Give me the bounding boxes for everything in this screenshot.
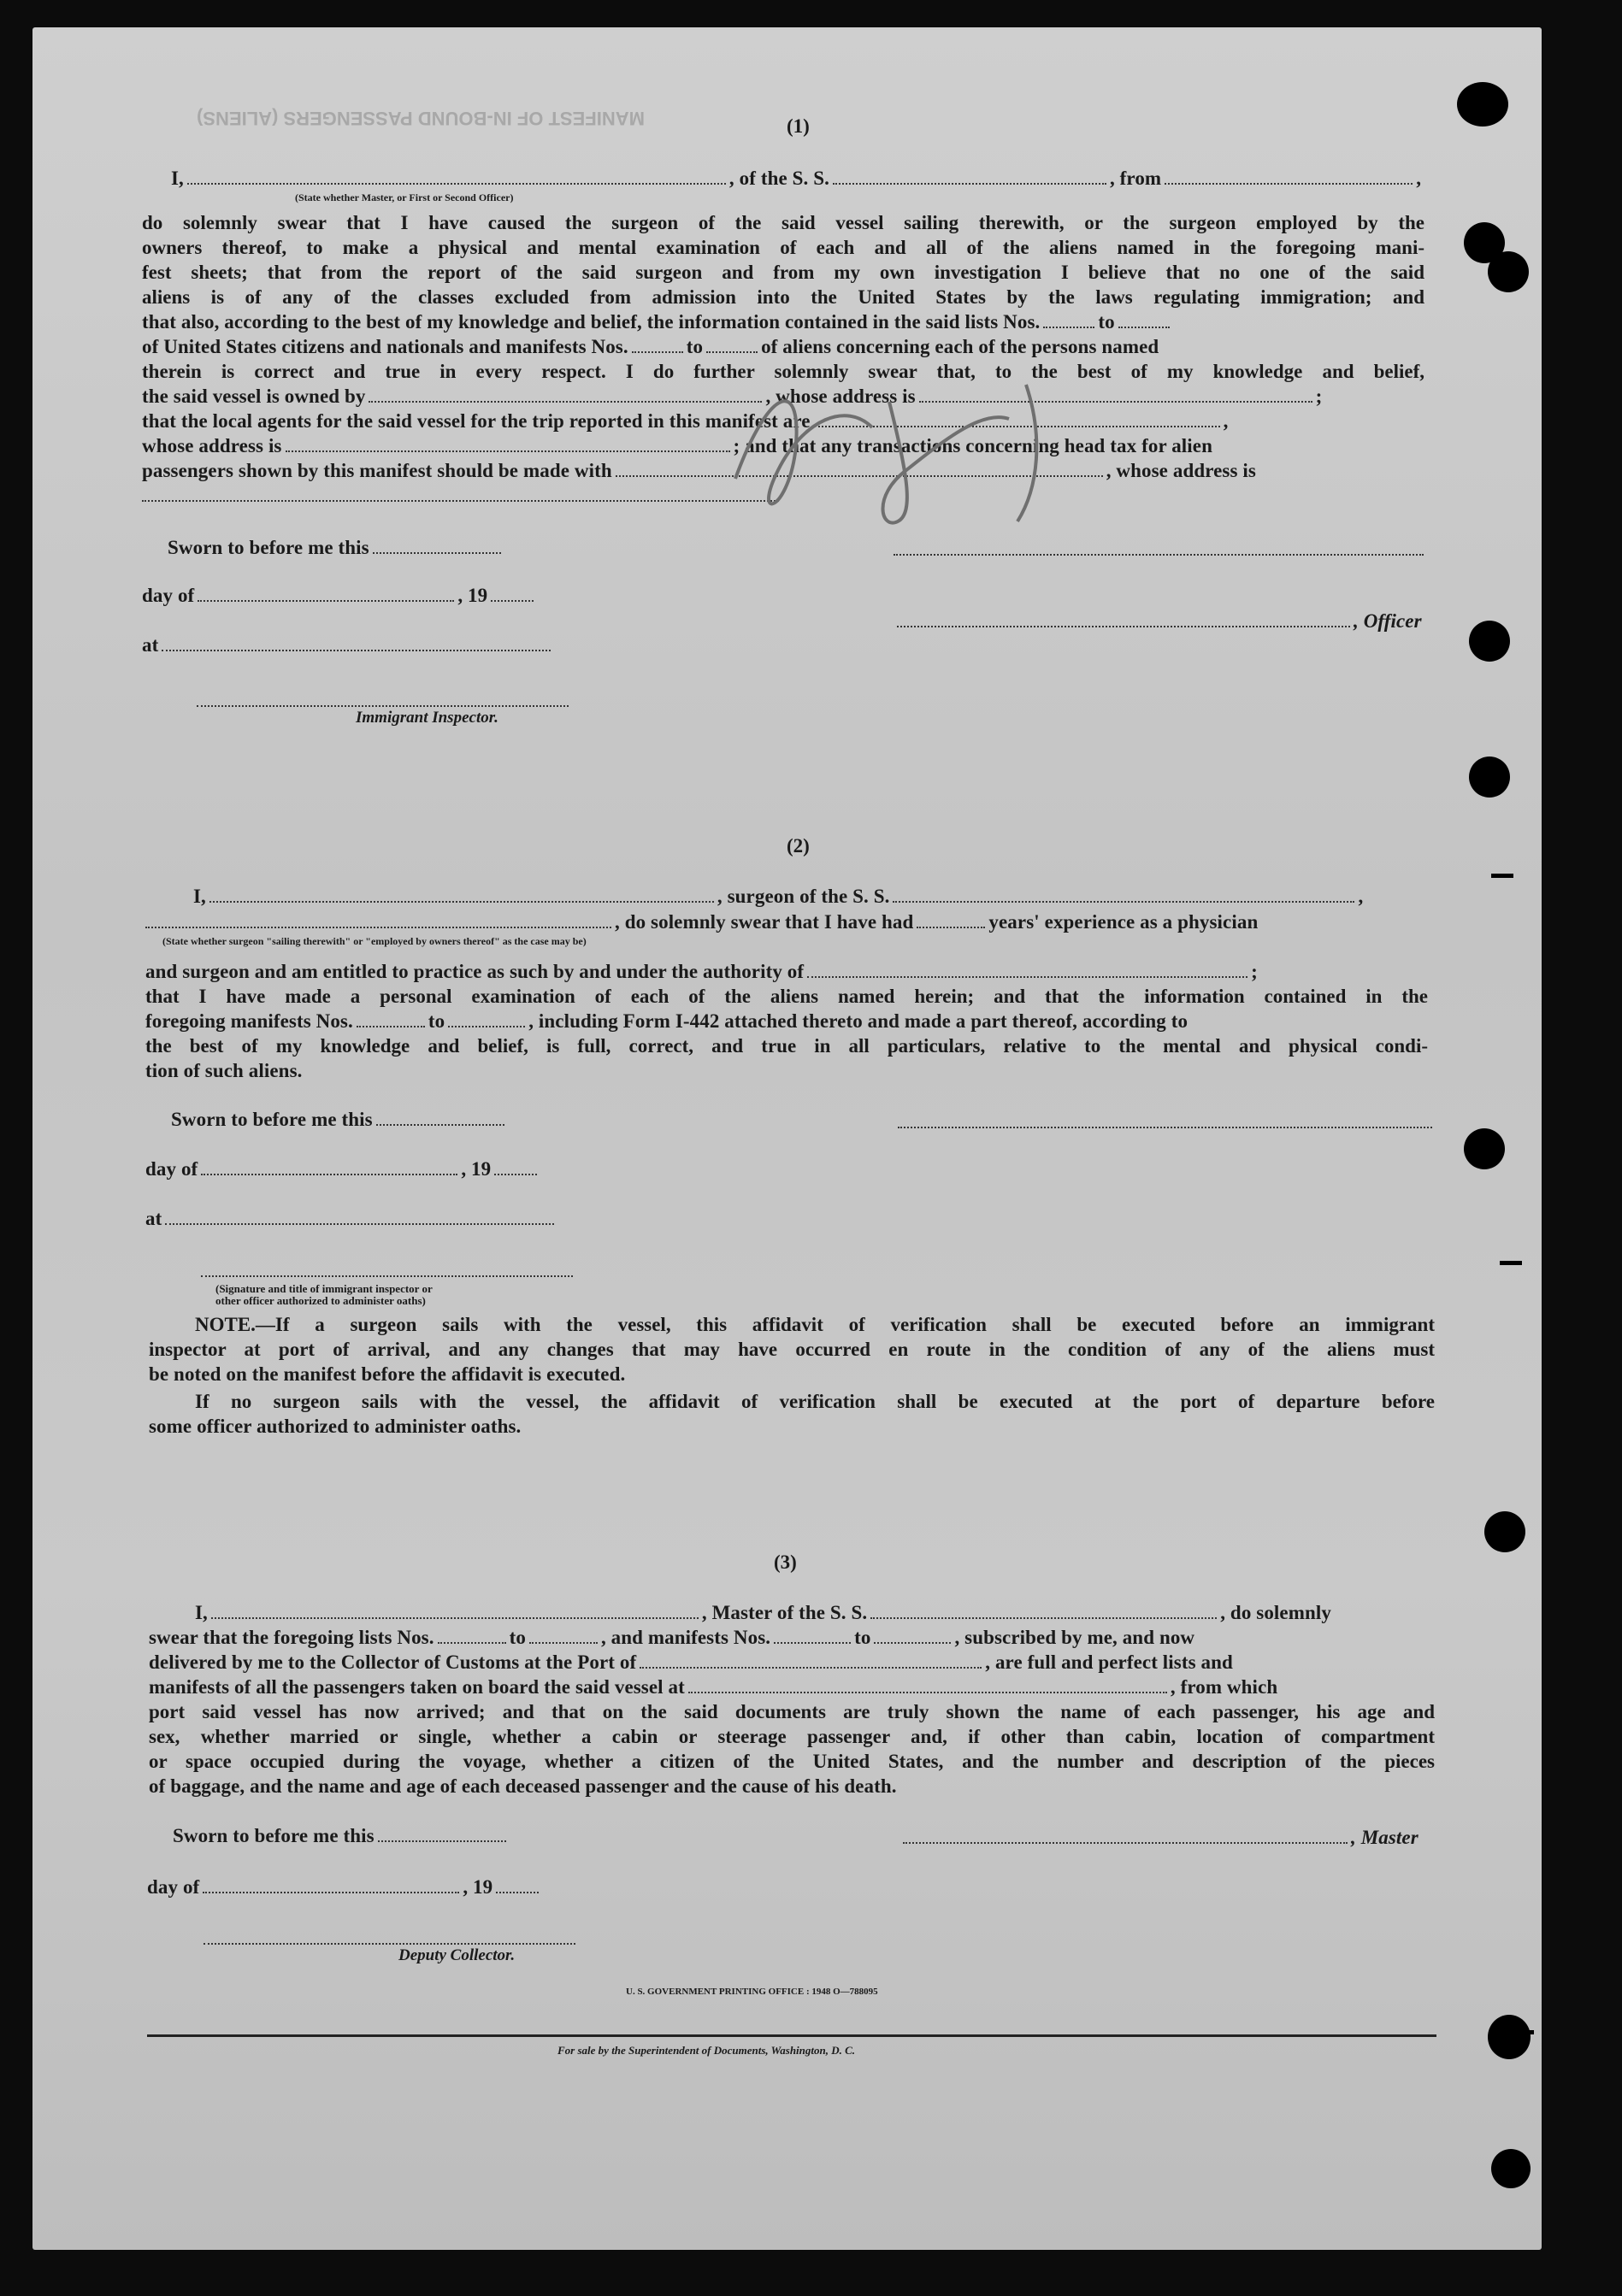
footer-rule — [147, 2034, 1436, 2037]
signature-note-2: other officer authorized to administer oaths) — [215, 1294, 426, 1307]
signature-note-1: (Signature and title of immigrant inspector or — [215, 1282, 433, 1295]
text: day of — [142, 585, 195, 606]
text: , are full and perfect lists and — [985, 1651, 1233, 1673]
section1-title-note: (State whether Master, or First or Second Officer) — [295, 191, 514, 203]
text: ; — [1251, 961, 1258, 982]
master-manifests-to-field[interactable] — [874, 1630, 951, 1644]
section3-sworn — [173, 1825, 510, 1847]
section2-para-line: the best of my knowledge and belief, is full, correct, and true in all particulars, relative to the mental and physical condi- — [145, 1035, 1428, 1057]
text: to — [854, 1627, 871, 1648]
binder-hole-icon — [1469, 757, 1510, 798]
text: , from — [1109, 168, 1162, 189]
text: Sworn to before me this — [171, 1109, 373, 1130]
master-sworn-month-field[interactable] — [203, 1880, 459, 1893]
officer-signature-line[interactable] — [894, 554, 1424, 556]
text: to — [509, 1627, 526, 1648]
binder-hole-icon — [1488, 2015, 1531, 2059]
head-tax-address-field[interactable] — [142, 500, 779, 502]
section3-para-line: or space occupied during the voyage, whether a citizen of the United States, and the number and description of the pieces — [149, 1751, 1435, 1772]
text: to — [686, 336, 704, 357]
text: Sworn to before me this — [168, 537, 369, 558]
text: passengers shown by this manifest should be made with — [142, 460, 612, 481]
section2-para-line: tion of such aliens. — [145, 1060, 303, 1081]
text: , do solemnly — [1220, 1602, 1331, 1623]
section1-line1 — [171, 168, 1421, 190]
vessel-name-field[interactable] — [833, 171, 1106, 185]
text: Sworn to before me this — [173, 1825, 375, 1846]
text: I, — [171, 168, 184, 189]
text: , surgeon of the S. S. — [717, 886, 890, 907]
master-signature-line[interactable] — [903, 1830, 1348, 1844]
section2-line1 — [193, 886, 1363, 908]
agents-address-field[interactable] — [286, 439, 730, 452]
sworn-day-field[interactable] — [373, 540, 501, 554]
section1-dayof — [142, 585, 537, 607]
note-line: NOTE.—If a surgeon sails with the vessel, this affidavit of verification shall be executed before an immigrant — [195, 1314, 1435, 1335]
master-name-field[interactable] — [187, 171, 726, 185]
text: , including Form I-442 attached thereto and made a part thereof, according to — [528, 1010, 1188, 1032]
text: I, — [193, 886, 206, 907]
surgeon-status-field[interactable] — [145, 915, 611, 928]
text: to — [428, 1010, 445, 1032]
text: that also, according to the best of my knowledge and belief, the information contained in the said lists Nos. — [142, 311, 1041, 333]
master-lists-from-field[interactable] — [438, 1630, 506, 1644]
surgeon-sworn-place-field[interactable] — [165, 1211, 554, 1225]
text: , subscribed by me, and now — [954, 1627, 1195, 1648]
lists-from-field[interactable] — [1043, 315, 1094, 328]
section1-number: (1) — [787, 115, 810, 137]
section2-at — [145, 1208, 557, 1230]
section1-para-line: therein is correct and true in every respect. I do further solemnly swear that, to the best of my knowledge and belief, — [142, 361, 1424, 382]
handwritten-signature-icon — [701, 350, 1129, 539]
text: , Master — [1351, 1827, 1419, 1848]
text: , and manifests Nos. — [600, 1627, 771, 1648]
binder-hole-icon — [1484, 1511, 1525, 1552]
text: , of the S. S. — [728, 168, 829, 189]
section2-para-line — [145, 1010, 1188, 1033]
text: , Master of the S. S. — [701, 1602, 868, 1623]
section2-dayof — [145, 1158, 540, 1180]
administering-officer-signature-line[interactable] — [201, 1275, 573, 1277]
section3-para-line: port said vessel has now arrived; and that on the said documents are truly shown the name of each passenger, his age and — [149, 1701, 1435, 1722]
for-sale-notice: For sale by the Superintendent of Documents, Washington, D. C. — [557, 2044, 856, 2057]
surgeon-signature-line[interactable] — [898, 1127, 1432, 1128]
surgeon-sworn-day-field[interactable] — [376, 1112, 504, 1126]
deputy-collector-signature-line[interactable] — [203, 1943, 575, 1945]
officer-title-field[interactable] — [897, 614, 1350, 627]
inspector-signature-line[interactable] — [197, 705, 569, 707]
text: manifests of all the passengers taken on board the said vessel at — [149, 1676, 685, 1698]
deputy-collector-caption: Deputy Collector. — [398, 1946, 516, 1964]
section1-para-line — [142, 311, 1173, 333]
binder-hole-icon — [1464, 1128, 1505, 1169]
section3-line1 — [195, 1602, 1331, 1624]
section2-sworn — [171, 1109, 508, 1131]
section3-para-line: of baggage, and the name and age of each deceased passenger and the cause of his death. — [149, 1775, 897, 1797]
text: at — [142, 634, 159, 656]
text: , do solemnly swear that I have had — [615, 911, 914, 933]
binder-hole-icon — [1469, 621, 1510, 662]
note-line: some officer authorized to administer oaths. — [149, 1416, 522, 1437]
section1-para-line: fest sheets; that from the report of the said surgeon and from my own investigation I believe that no one of the said — [142, 262, 1424, 283]
master-sworn-day-field[interactable] — [378, 1828, 506, 1842]
text: , whose address is — [765, 386, 916, 407]
surgeon-sworn-year-field[interactable] — [494, 1162, 537, 1175]
text: swear that the foregoing lists Nos. — [149, 1627, 434, 1648]
surgeon-name-field[interactable] — [209, 889, 714, 903]
note-line: If no surgeon sails with the vessel, the affidavit of verification shall be executed at the port of departure before — [195, 1391, 1435, 1412]
sworn-month-field[interactable] — [198, 588, 454, 602]
surgeon-vessel-field[interactable] — [893, 889, 1354, 903]
section1-sworn — [168, 537, 504, 559]
text: delivered by me to the Collector of Customs at the Port of — [149, 1651, 637, 1673]
section1-para-line: owners thereof, to make a physical and mental examination of each and all of the aliens named in the foregoing mani- — [142, 237, 1424, 258]
text: day of — [147, 1876, 200, 1898]
text: of United States citizens and nationals and manifests Nos. — [142, 336, 628, 357]
section2-para-line — [145, 961, 1258, 983]
master-sworn-year-field[interactable] — [496, 1880, 539, 1893]
manifests-from-field[interactable] — [632, 339, 683, 353]
port-from-field[interactable] — [1165, 171, 1413, 185]
text: ; — [1315, 386, 1323, 407]
section2-number: (2) — [787, 835, 810, 857]
section3-para-line — [149, 1651, 1233, 1674]
text: of aliens concerning each of the persons named — [761, 336, 1159, 357]
text: day of — [145, 1158, 198, 1180]
sworn-year-field[interactable] — [491, 588, 534, 602]
binder-hole-icon — [1457, 82, 1508, 127]
text: ; and that any transactions concerning head tax for alien — [733, 435, 1212, 456]
section2-title-note: (State whether surgeon "sailing therewith" or "employed by owners thereof" as the case may be) — [162, 935, 587, 947]
master-signature-row — [899, 1827, 1419, 1849]
binder-hole-icon — [1491, 2149, 1531, 2188]
binder-tab-icon — [1491, 874, 1513, 878]
section1-at — [142, 634, 554, 656]
binder-tab-icon — [1508, 2030, 1534, 2034]
text: , from which — [1170, 1676, 1278, 1698]
text: , — [1358, 886, 1364, 907]
section3-para-line — [149, 1627, 1194, 1649]
text: , Officer — [1354, 610, 1422, 632]
master-vessel-field[interactable] — [870, 1605, 1217, 1619]
master-lists-to-field[interactable] — [529, 1630, 598, 1644]
text: years' experience as a physician — [988, 911, 1259, 933]
binder-tab-icon — [1500, 1261, 1522, 1265]
customs-port-field[interactable] — [640, 1655, 982, 1669]
lists-to-field[interactable] — [1118, 315, 1170, 328]
text: and surgeon and am entitled to practice as such by and under the authority of — [145, 961, 805, 982]
section2-para-line: that I have made a personal examination of each of the aliens named herein; and that the information contained in the — [145, 986, 1428, 1007]
binder-hole-icon — [1488, 251, 1529, 292]
master-manifests-from-field[interactable] — [774, 1630, 851, 1644]
officer-line — [894, 610, 1422, 633]
surgeon-manifests-to-field[interactable] — [448, 1014, 525, 1027]
gpo-imprint: U. S. GOVERNMENT PRINTING OFFICE : 1948 O—788095 — [626, 1987, 878, 1997]
note-line: be noted on the manifest before the affidavit is executed. — [149, 1363, 626, 1385]
section3-number: (3) — [774, 1551, 797, 1573]
text: , 19 — [461, 1158, 492, 1180]
immigrant-inspector-caption: Immigrant Inspector. — [356, 709, 498, 727]
text: , — [1416, 168, 1422, 189]
boarding-port-field[interactable] — [688, 1680, 1167, 1693]
text: whose address is — [142, 435, 282, 456]
practice-authority-field[interactable] — [807, 964, 1247, 978]
text: , whose address is — [1106, 460, 1256, 481]
text: to — [1098, 311, 1115, 333]
section1-para-line: aliens is of any of the classes excluded from admission into the United States by the laws regulating immigration; and — [142, 286, 1424, 308]
text: the said vessel is owned by — [142, 386, 366, 407]
surgeon-manifests-from-field[interactable] — [357, 1014, 425, 1027]
years-experience-field[interactable] — [917, 915, 985, 928]
note-line: inspector at port of arrival, and any changes that may have occurred en route in the condition of any of the aliens must — [149, 1339, 1435, 1360]
section3-para-line — [149, 1676, 1277, 1698]
bleed-through-text: MANIFEST OF IN-BOUND PASSENGERS (ALIENS) — [197, 108, 645, 129]
text: that the local agents for the said vessel for the trip reported in this manifest are — [142, 410, 811, 432]
text: , 19 — [457, 585, 488, 606]
sworn-place-field[interactable] — [162, 638, 551, 651]
section1-para-line: do solemnly swear that I have caused the surgeon of the said vessel sailing therewith, or the surgeon employed by the — [142, 212, 1424, 233]
text: at — [145, 1208, 162, 1229]
text: , 19 — [463, 1876, 493, 1898]
text: I, — [195, 1602, 208, 1623]
section2-line2 — [142, 911, 1258, 933]
master-name-field-3[interactable] — [211, 1605, 699, 1619]
section3-dayof — [147, 1876, 542, 1899]
text: , — [1223, 410, 1229, 432]
section3-para-line: sex, whether married or single, whether a cabin or steerage passenger and, if other than cabin, location of compartment — [149, 1726, 1435, 1747]
surgeon-sworn-month-field[interactable] — [201, 1162, 457, 1175]
text: foregoing manifests Nos. — [145, 1010, 353, 1032]
